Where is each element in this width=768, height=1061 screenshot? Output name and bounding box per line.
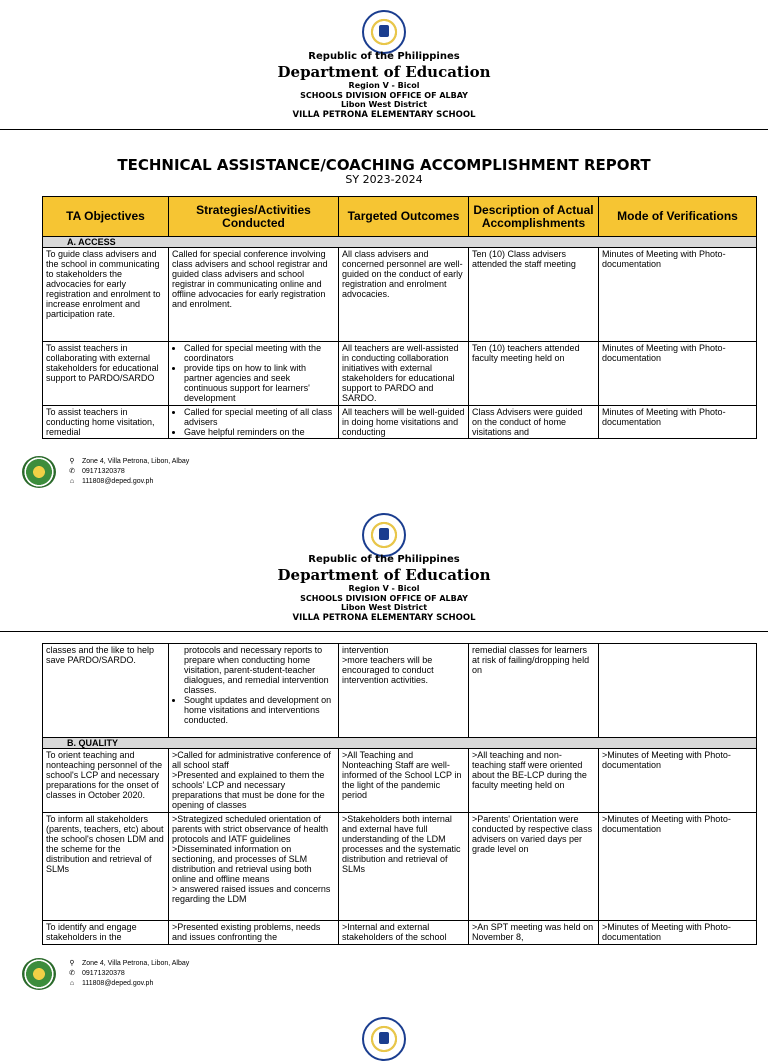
table-row [43, 406, 757, 439]
verification-cell: Minutes of Meeting with Photo-documentation [599, 248, 757, 342]
verification-cell: >Minutes of Meeting with Photo-documentation [599, 813, 757, 921]
cell-text: >Internal and external stakeholders of the school [342, 922, 447, 942]
accomplishment-cell: >Parents' Orientation were conducted by respective class advisers on varied days per grade level on [469, 813, 599, 921]
col-header: Mode of Verifications [599, 197, 757, 237]
footer [22, 958, 322, 990]
footer [22, 456, 322, 488]
header-divider [0, 631, 768, 632]
school-logo-icon [22, 456, 56, 488]
cell-text: >Presented existing problems, needs and issues confronting the [172, 922, 321, 942]
letterhead [0, 554, 768, 623]
web-icon: ⌂ [69, 478, 75, 485]
section-row [43, 237, 757, 248]
strategy-cell [169, 342, 339, 406]
objective-cell: To assist teachers in collaborating with external stakeholders for educational support to PARDO/SARDO [43, 342, 169, 406]
district-label: Libon West District [340, 100, 428, 110]
col-header: Description of Actual Accomplishments [469, 197, 599, 237]
verification-cell: >Minutes of Meeting with Photo-documentation [599, 749, 757, 813]
section-label: A. ACCESS [43, 237, 757, 248]
strategy-item: • Gave helpful reminders on the [184, 427, 335, 437]
objective-cell: To orient teaching and nonteaching personnel of the school's LCP and necessary preparations for the onset of classes in October 2020. [43, 749, 169, 813]
district-label: Libon West District [340, 603, 428, 613]
col-header: TA Objectives [43, 197, 169, 237]
table-row [43, 248, 757, 342]
page-2 [0, 503, 768, 1024]
verification-cell: >Minutes of Meeting with Photo-documentation [599, 921, 757, 945]
outcome-cell: intervention >more teachers will be encouraged to conduct intervention activities. [339, 644, 469, 738]
verification-cell: Minutes of Meeting with Photo-documentation [599, 406, 757, 439]
school-label: VILLA PETRONA ELEMENTARY SCHOOL [292, 612, 476, 623]
school-label: VILLA PETRONA ELEMENTARY SCHOOL [292, 109, 476, 120]
header-divider [0, 129, 768, 130]
cell-text: All teachers will be well-guided in doing home visitations and conducting [342, 407, 465, 437]
outcome-cell: >All Teaching and Nonteaching Staff are well-informed of the School LCP in the light of the pandemic period [339, 749, 469, 813]
footer-phone: ✆ 09171320378 [69, 970, 125, 977]
report-title: TECHNICAL ASSISTANCE/COACHING ACCOMPLISHMENT REPORT [117, 156, 651, 174]
strategy-item: • Sought updates and development on home visitations and interventions conducted. [184, 695, 335, 725]
accomplishment-cell: >All teaching and non-teaching staff were oriented about the BE-LCP during the faculty meeting held on [469, 749, 599, 813]
accomplishment-cell: remedial classes for learners at risk of failing/dropping held on [469, 644, 599, 738]
verification-cell [599, 644, 757, 738]
phone-icon: ✆ [69, 970, 75, 977]
accomplishment-cell [469, 921, 599, 945]
strategy-cell: Called for special conference involving class advisers and school registrar and guided class advisers and school registrar in communicating online and offline advocacies for early registration and enrolment. [169, 248, 339, 342]
strategy-item: • Called for special meeting with the coordinators [184, 343, 335, 363]
col-header: Strategies/Activities Conducted [169, 197, 339, 237]
strategy-cell [169, 921, 339, 945]
table-header-row [43, 197, 757, 237]
table-row [43, 921, 757, 945]
location-pin-icon: ⚲ [69, 458, 75, 465]
outcome-cell: All teachers are well-assisted in conducting collaboration initiatives with external stakeholders for educational support to PARDO and SARDO. [339, 342, 469, 406]
strategy-cell: >Called for administrative conference of all school staff >Presented and explained to them the schools' LCP and necessary preparations that must be done for the opening of classes [169, 749, 339, 813]
cell-text: To identify and engage stakeholders in the [46, 922, 137, 942]
footer-email: ⌂ 111808@deped.gov.ph [69, 478, 154, 485]
objective-cell [43, 406, 169, 439]
accomplishment-cell [469, 406, 599, 439]
objective-cell: To guide class advisers and the school in communicating to stakeholders the advocacies for early registration and enrolment to increase enrolment and participation rate. [43, 248, 169, 342]
department-label: Department of Education [277, 63, 491, 81]
outcome-cell: >Stakeholders both internal and external have full understanding of the LDM processes and the systematic distribution and retrieval of SLMs [339, 813, 469, 921]
page-1 [0, 0, 768, 500]
table-row [43, 749, 757, 813]
region-label: Region V - Bicol [348, 584, 420, 593]
footer-email: ⌂ 111808@deped.gov.ph [69, 980, 154, 987]
footer-address: ⚲ Zone 4, Villa Petrona, Libon, Albay [69, 960, 190, 967]
strategy-cell [169, 406, 339, 439]
footer-address: ⚲ Zone 4, Villa Petrona, Libon, Albay [69, 458, 190, 465]
deped-seal-icon [362, 513, 406, 557]
strategy-cell: >Strategized scheduled orientation of parents with strict observance of health protocols and IATF guidelines >Disseminated information on sectioning, and processes of SLM distribution and retrieval using both online and offline means > answered raised issues and concerns regarding the LDM [169, 813, 339, 921]
col-header: Targeted Outcomes [339, 197, 469, 237]
accomplishment-cell: Ten (10) teachers attended faculty meeting held on [469, 342, 599, 406]
outcome-cell [339, 921, 469, 945]
strategy-item: • provide tips on how to link with partner agencies and seek continuous support for learners' development [184, 363, 335, 403]
strategy-item: • Called for special meeting of all class advisers [184, 407, 335, 427]
footer-phone: ✆ 09171320378 [69, 468, 125, 475]
region-label: Region V - Bicol [348, 81, 420, 90]
school-year: SY 2023-2024 [345, 173, 423, 186]
republic-label: Republic of the Philippines [308, 554, 460, 565]
ta-report-table-continued [42, 643, 757, 945]
strategy-continuation: protocols and necessary reports to prepare when conducting home visitation, parent-student-teacher dialogues, and remedial intervention classes. [184, 645, 329, 695]
outcome-cell: All class advisers and concerned personnel are well-guided on the conduct of early registration and enrolment advocacies. [339, 248, 469, 342]
objective-cell [43, 921, 169, 945]
division-label: SCHOOLS DIVISION OFFICE OF ALBAY [300, 593, 468, 603]
web-icon: ⌂ [69, 980, 75, 987]
section-row [43, 738, 757, 749]
verification-cell: Minutes of Meeting with Photo-documentation [599, 342, 757, 406]
cell-text: >An SPT meeting was held on November 8, [472, 922, 594, 942]
table-row [43, 644, 757, 738]
accomplishment-cell: Ten (10) Class advisers attended the staff meeting [469, 248, 599, 342]
division-label: SCHOOLS DIVISION OFFICE OF ALBAY [300, 90, 468, 100]
ta-report-table [42, 196, 757, 439]
strategy-cell [169, 644, 339, 738]
objective-cell: To inform all stakeholders (parents, teachers, etc) about the school's chosen LDM and the scheme for the distribution and retrieval of SLMs [43, 813, 169, 921]
phone-icon: ✆ [69, 468, 75, 475]
letterhead [0, 51, 768, 120]
deped-seal-icon [362, 10, 406, 54]
cell-text: Class Advisers were guided on the conduct of home visitations and [472, 407, 583, 437]
table-row [43, 813, 757, 921]
objective-cell: classes and the like to help save PARDO/SARDO. [43, 644, 169, 738]
republic-label: Republic of the Philippines [308, 51, 460, 62]
cell-text: To assist teachers in conducting home visitation, remedial [46, 407, 155, 437]
outcome-cell [339, 406, 469, 439]
school-logo-icon [22, 958, 56, 990]
table-row [43, 342, 757, 406]
location-pin-icon: ⚲ [69, 960, 75, 967]
section-label: B. QUALITY [43, 738, 757, 749]
department-label: Department of Education [277, 566, 491, 584]
